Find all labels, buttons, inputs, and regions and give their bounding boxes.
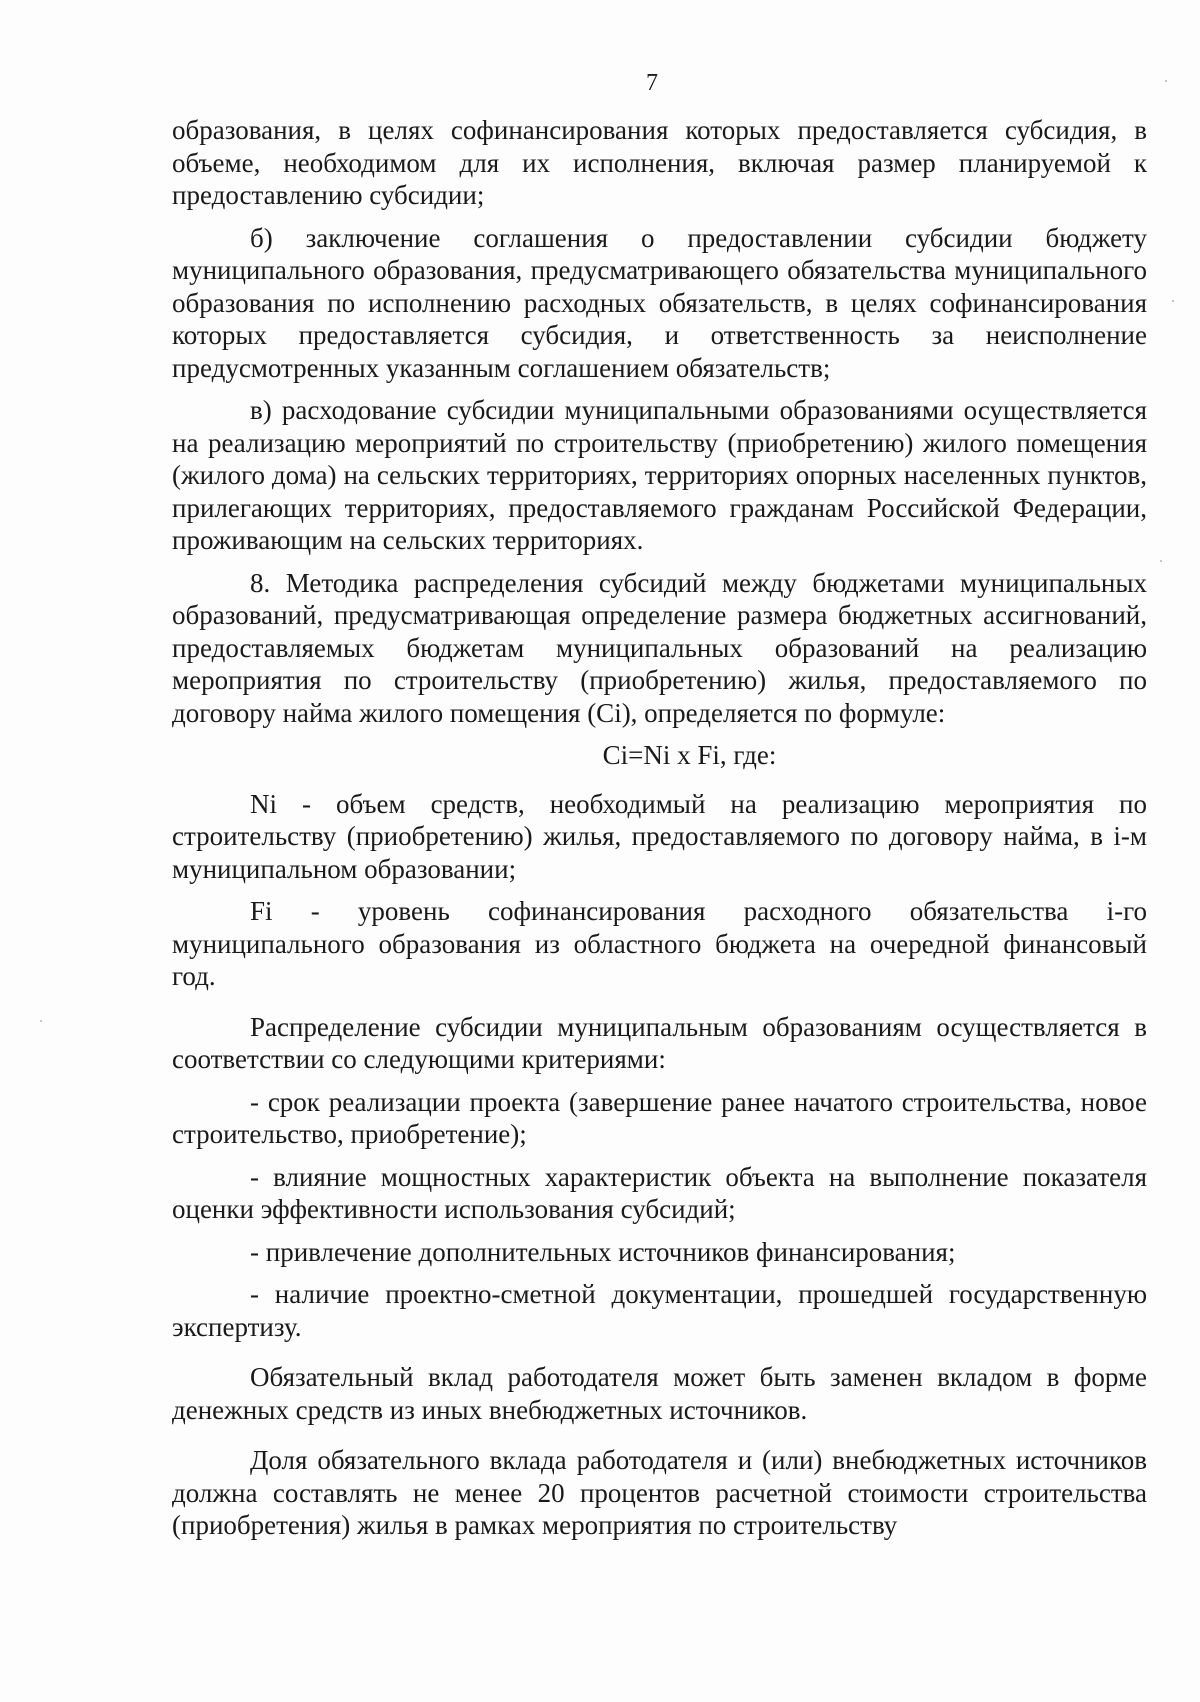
page-number: 7 <box>646 70 658 96</box>
paragraph-section-8: 8. Методика распределения субсидий между бюджетами муниципальных образований, предусматривающая определение размера бюджетных ассигнований, предоставляемых бюджетам муниципальных образований на реализацию мероприятия по строительству (приобретению) жилья, предоставляемого по договору найма жилого помещения (Ci), определяется по формуле: <box>172 567 1147 728</box>
paragraph-criteria-intro: Распределение субсидии муниципальным образованиям осуществляется в соответствии со следующими критериями: <box>172 1011 1147 1074</box>
criteria-item: - наличие проектно-сметной документации, прошедшей государственную экспертизу. <box>172 1279 1147 1342</box>
paragraph-item-b: б) заключение соглашения о предоставлении субсидии бюджету муниципального образования, предусматривающего обязательства муниципального образования по исполнению расходных обязательств, в целях софинансирования которых предоставляется субсидия, и ответственность за неисполнение предусмотренных указанным соглашением обязательств; <box>172 222 1147 383</box>
paragraph-fi-definition: Fi - уровень софинансирования расходного обязательства i-го муниципального образования из областного бюджета на очередной финансовый год. <box>172 896 1147 991</box>
paragraph-contribution-share: Доля обязательного вклада работодателя и (или) внебюджетных источников должна составлять не менее 20 процентов расчетной стоимости строительства (приобретения) жилья в рамках мероприятия по строительству <box>172 1445 1147 1540</box>
document-body <box>172 114 1147 1552</box>
paragraph-item-v: в) расходование субсидии муниципальными образованиями осуществляется на реализацию мероприятий по строительству (приобретению) жилого помещения (жилого дома) на сельских территориях, территориях опорных населенных пунктов, прилегающих территориях, предоставляемого гражданам Российской Федерации, проживающим на сельских территориях. <box>172 395 1147 555</box>
formula: Ci=Ni x Fi, где: <box>602 740 777 770</box>
criteria-item: - привлечение дополнительных источников финансирования; <box>250 1236 956 1267</box>
paragraph-employer-contribution: Обязательный вклад работодателя может быть заменен вкладом в форме денежных средств из иных внебюджетных источников. <box>172 1362 1147 1425</box>
criteria-item: - срок реализации проекта (завершение ранее начатого строительства, новое строительство, приобретение); <box>172 1086 1147 1149</box>
paragraph-ni-definition: Ni - объем средств, необходимый на реализацию мероприятия по строительству (приобретению) жилья, предоставляемого по договору найма, в i-м муниципальном образовании; <box>172 788 1147 884</box>
scan-artifact <box>40 1020 42 1022</box>
scan-artifact <box>1172 300 1174 302</box>
criteria-item: - влияние мощностных характеристик объекта на выполнение показателя оценки эффективности использования субсидий; <box>172 1161 1147 1224</box>
scan-artifact <box>1160 560 1162 562</box>
paragraph-continuation: образования, в целях софинансирования которых предоставляется субсидия, в объеме, необходимом для их исполнения, включая размер планируемой к предоставлению субсидии; <box>172 115 1147 210</box>
scan-artifact <box>1165 80 1167 82</box>
